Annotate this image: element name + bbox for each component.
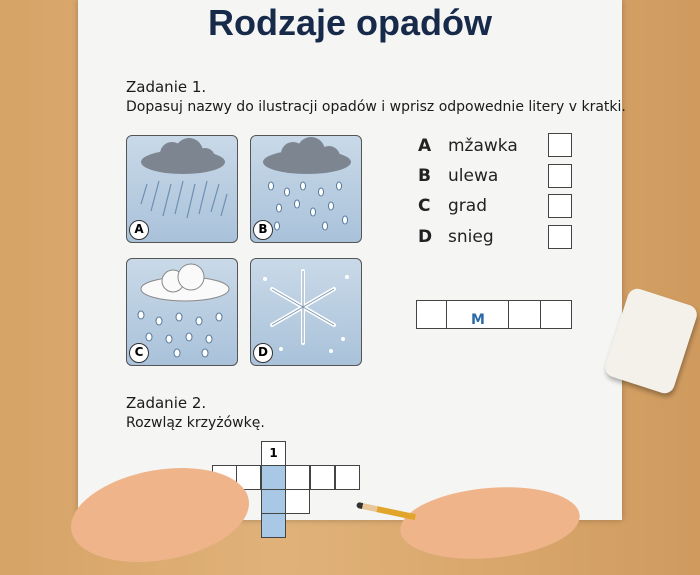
option-b: B ulewa [418,166,499,186]
picture-label: A [129,220,149,240]
picture-rain [250,135,362,243]
crossword-cell[interactable] [285,465,310,490]
crossword-cell-highlighted[interactable] [261,513,286,538]
option-c: C grad [418,196,487,216]
task2-instruction: Rozwląz krzyżówkę. [126,415,265,431]
crossword-clue-number: 1 [261,441,286,466]
answer-box-d[interactable] [548,225,572,249]
crossword-cell-highlighted[interactable] [261,465,286,490]
option-a: A mžawka [418,136,518,156]
crossword-cell[interactable] [310,465,335,490]
option-d: D snieg [418,227,494,247]
task1-heading: Zadanie 1. [126,78,207,96]
crossword-cell[interactable] [335,465,360,490]
crossword-cell[interactable] [285,489,310,514]
page-title: Rodzaje opadów [207,2,492,43]
answer-cell[interactable] [508,300,542,329]
picture-label: C [129,343,149,363]
picture-hail [126,258,238,366]
picture-snow [250,258,362,366]
task1-instruction: Dopasuj nazwy do ilustracji opadów i wprisz odpowednie litery v kratki. [126,99,626,115]
answer-box-c[interactable] [548,194,572,218]
answer-box-b[interactable] [548,164,572,188]
answer-cell[interactable]: M [446,300,510,329]
picture-drizzle [126,135,238,243]
task2-heading: Zadanie 2. [126,394,207,412]
picture-label: D [253,343,273,363]
answer-box-a[interactable] [548,133,572,157]
answer-cell[interactable] [540,300,572,329]
crossword-cell-highlighted[interactable] [261,489,286,514]
answer-cell[interactable] [416,300,448,329]
picture-label: B [253,220,273,240]
